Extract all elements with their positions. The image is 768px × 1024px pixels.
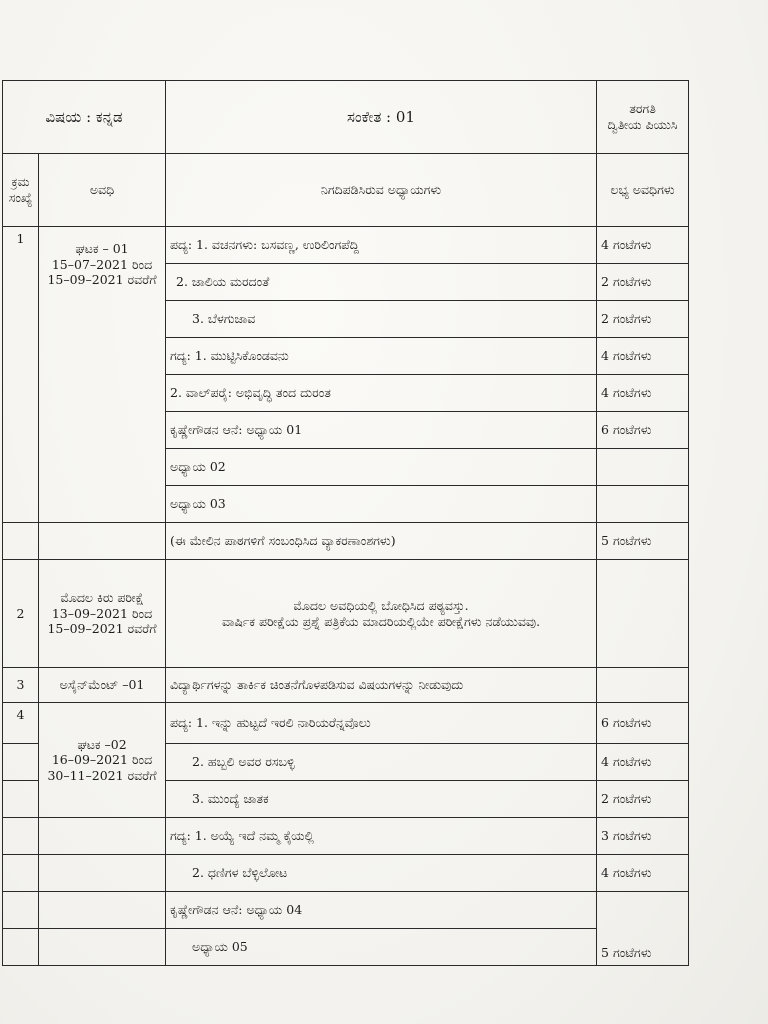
empty-cell bbox=[597, 668, 689, 703]
empty-cell bbox=[3, 855, 39, 892]
chapter-cell: 2. ಜಾಲಿಯ ಮರದಂತೆ bbox=[166, 264, 597, 301]
hours-cell: 5 ಗಂಟೆಗಳು bbox=[597, 523, 689, 560]
serial-number: 4 bbox=[3, 703, 39, 744]
unit-label: ಘಟಕ –02 bbox=[77, 736, 127, 752]
empty-cell bbox=[3, 892, 39, 929]
table-row bbox=[3, 668, 689, 703]
class-cell bbox=[597, 81, 689, 154]
table-row bbox=[3, 523, 689, 560]
end-date: 15–09–2021 ರವರೆಗೆ bbox=[47, 272, 157, 288]
chapter-cell: ಕೃಷ್ಣೇಗೌಡನ ಆನೆ: ಅಧ್ಯಾಯ 04 bbox=[166, 892, 597, 929]
table-row bbox=[3, 703, 689, 744]
empty-cell bbox=[3, 781, 39, 818]
hours-cell: 4 ಗಂಟೆಗಳು bbox=[597, 744, 689, 781]
hours-cell: 2 ಗಂಟೆಗಳು bbox=[597, 781, 689, 818]
hours-cell: 2 ಗಂಟೆಗಳು bbox=[597, 264, 689, 301]
empty-cell bbox=[39, 523, 166, 560]
table-row bbox=[3, 227, 689, 264]
hours-cell: 5 ಗಂಟೆಗಳು bbox=[597, 892, 689, 966]
serial-number: 3 bbox=[3, 668, 39, 703]
hours-cell bbox=[597, 486, 689, 523]
assignment-text: ವಿದ್ಯಾರ್ಥಿಗಳನ್ನು ತಾರ್ಕಿಕ ಚಿಂತನೆಗೊಳಪಡಿಸುವ ವಿಷಯಗಳನ್ನು ನೀಡುವುದು bbox=[166, 668, 597, 703]
unit-label: ಘಟಕ – 01 bbox=[75, 241, 129, 256]
hours-cell: 4 ಗಂಟೆಗಳು bbox=[597, 338, 689, 375]
empty-cell bbox=[39, 892, 166, 929]
exam-line-1: ಮೊದಲ ಅವಧಿಯಲ್ಲಿ ಬೋಧಿಸಿದ ಪಠ್ಯವಸ್ತು. bbox=[293, 597, 469, 613]
header-row bbox=[3, 81, 689, 154]
empty-cell bbox=[3, 744, 39, 781]
syllabus-table bbox=[2, 80, 689, 966]
chapter-cell: 3. ಮುಂದ್ಯೆ ಜಾತಕ bbox=[166, 781, 597, 818]
hours-cell: 6 ಗಂಟೆಗಳು bbox=[597, 703, 689, 744]
chapter-cell: ಅಧ್ಯಾಯ 02 bbox=[166, 449, 597, 486]
table-row bbox=[3, 892, 689, 929]
chapters-header: ನಿಗದಿಪಡಿಸಿರುವ ಅಧ್ಯಾಯಗಳು bbox=[166, 154, 597, 227]
chapter-cell: (ಈ ಮೇಲಿನ ಪಾಠಗಳಿಗೆ ಸಂಬಂಧಿಸಿದ ವ್ಯಾಕರಣಾಂಶಗಳು) bbox=[166, 523, 597, 560]
chapter-cell: ಪದ್ಯ: 1. ಇನ್ನು ಹುಟ್ಟದೆ ಇರಲಿ ನಾರಿಯರೆನ್ನವೊಲು bbox=[166, 703, 597, 744]
empty-cell bbox=[39, 818, 166, 855]
end-date: 15–09–2021 ರವರೆಗೆ bbox=[47, 621, 157, 637]
chapter-cell: 2. ವಾಲ್‌ಪರೈ: ಅಭಿವೃದ್ಧಿ ತಂದ ದುರಂತ bbox=[166, 375, 597, 412]
chapter-cell: ಕೃಷ್ಣೇಗೌಡನ ಆನೆ: ಅಧ್ಯಾಯ 01 bbox=[166, 412, 597, 449]
exam-label: ಮೊದಲ ಕಿರು ಪರೀಕ್ಷೆ bbox=[60, 590, 144, 606]
hours-cell: 4 ಗಂಟೆಗಳು bbox=[597, 855, 689, 892]
table-row bbox=[3, 560, 689, 668]
empty-cell bbox=[597, 560, 689, 668]
class-label: ತರಗತಿ bbox=[629, 101, 656, 117]
hours-cell: 4 ಗಂಟೆಗಳು bbox=[597, 227, 689, 264]
hours-cell: 3 ಗಂಟೆಗಳು bbox=[597, 818, 689, 855]
assignment-period: ಅಸೈನ್‌ಮೆಂಟ್ –01 bbox=[39, 668, 166, 703]
chapter-cell: ಅಧ್ಯಾಯ 05 bbox=[166, 929, 597, 966]
serial-number: 2 bbox=[3, 560, 39, 668]
hours-cell: 6 ಗಂಟೆಗಳು bbox=[597, 412, 689, 449]
hours-header: ಲಭ್ಯ ಅವಧಿಗಳು bbox=[597, 154, 689, 227]
table-row bbox=[3, 818, 689, 855]
empty-cell bbox=[39, 929, 166, 966]
start-date: 16–09–2021 ರಿಂದ bbox=[51, 752, 153, 768]
column-header-row bbox=[3, 154, 689, 227]
chapter-cell: ಅಧ್ಯಾಯ 03 bbox=[166, 486, 597, 523]
exam-period bbox=[39, 560, 166, 668]
start-date: 15–07–2021 ರಿಂದ bbox=[51, 256, 153, 272]
start-date: 13–09–2021 ರಿಂದ bbox=[51, 605, 153, 621]
class-value: ದ್ವಿತೀಯ ಪಿಯುಸಿ bbox=[607, 117, 678, 132]
serial-header: ಕ್ರಮ ಸಂಖ್ಯೆ bbox=[3, 154, 39, 227]
chapter-cell: ಪದ್ಯ: 1. ವಚನಗಳು: ಬಸವಣ್ಣ, ಉರಿಲಿಂಗಪೆದ್ದಿ bbox=[166, 227, 597, 264]
empty-cell bbox=[3, 818, 39, 855]
empty-cell bbox=[39, 855, 166, 892]
table-row bbox=[3, 855, 689, 892]
unit2-period bbox=[39, 703, 166, 818]
unit1-period bbox=[39, 227, 166, 523]
exam-line-2: ವಾರ್ಷಿಕ ಪರೀಕ್ಷೆಯ ಪ್ರಶ್ನೆ ಪತ್ರಿಕೆಯ ಮಾದರಿಯಲ್ಲಿಯೇ ಪರೀಕ್ಷೆಗಳು ನಡೆಯುವವು. bbox=[221, 613, 541, 629]
subject-cell: ವಿಷಯ : ಕನ್ನಡ bbox=[3, 81, 166, 154]
chapter-cell: ಗದ್ಯ: 1. ಅಯ್ಯೆ ಇದೆ ನಮ್ಮ ಕೈಯಲ್ಲಿ bbox=[166, 818, 597, 855]
empty-cell bbox=[3, 929, 39, 966]
hours-cell: 4 ಗಂಟೆಗಳು bbox=[597, 375, 689, 412]
hours-cell: 2 ಗಂಟೆಗಳು bbox=[597, 301, 689, 338]
serial-number: 1 bbox=[3, 227, 39, 523]
hours-cell bbox=[597, 449, 689, 486]
chapter-cell: ಗದ್ಯ: 1. ಮುಟ್ಟಿಸಿಕೊಂಡವನು bbox=[166, 338, 597, 375]
period-header: ಅವಧಿ bbox=[39, 154, 166, 227]
chapter-cell: 2. ಹಬ್ಬಲಿ ಅವರ ರಸಬಳ್ಳಿ bbox=[166, 744, 597, 781]
empty-cell bbox=[3, 523, 39, 560]
table-row bbox=[3, 929, 689, 966]
code-cell: ಸಂಕೇತ : 01 bbox=[166, 81, 597, 154]
chapter-cell: 3. ಬೆಳಗುಜಾವ bbox=[166, 301, 597, 338]
chapter-cell: 2. ಧಣಿಗಳ ಬೆಳ್ಳಿಲೋಟ bbox=[166, 855, 597, 892]
end-date: 30–11–2021 ರವರೆಗೆ bbox=[47, 767, 157, 783]
exam-description bbox=[166, 560, 597, 668]
